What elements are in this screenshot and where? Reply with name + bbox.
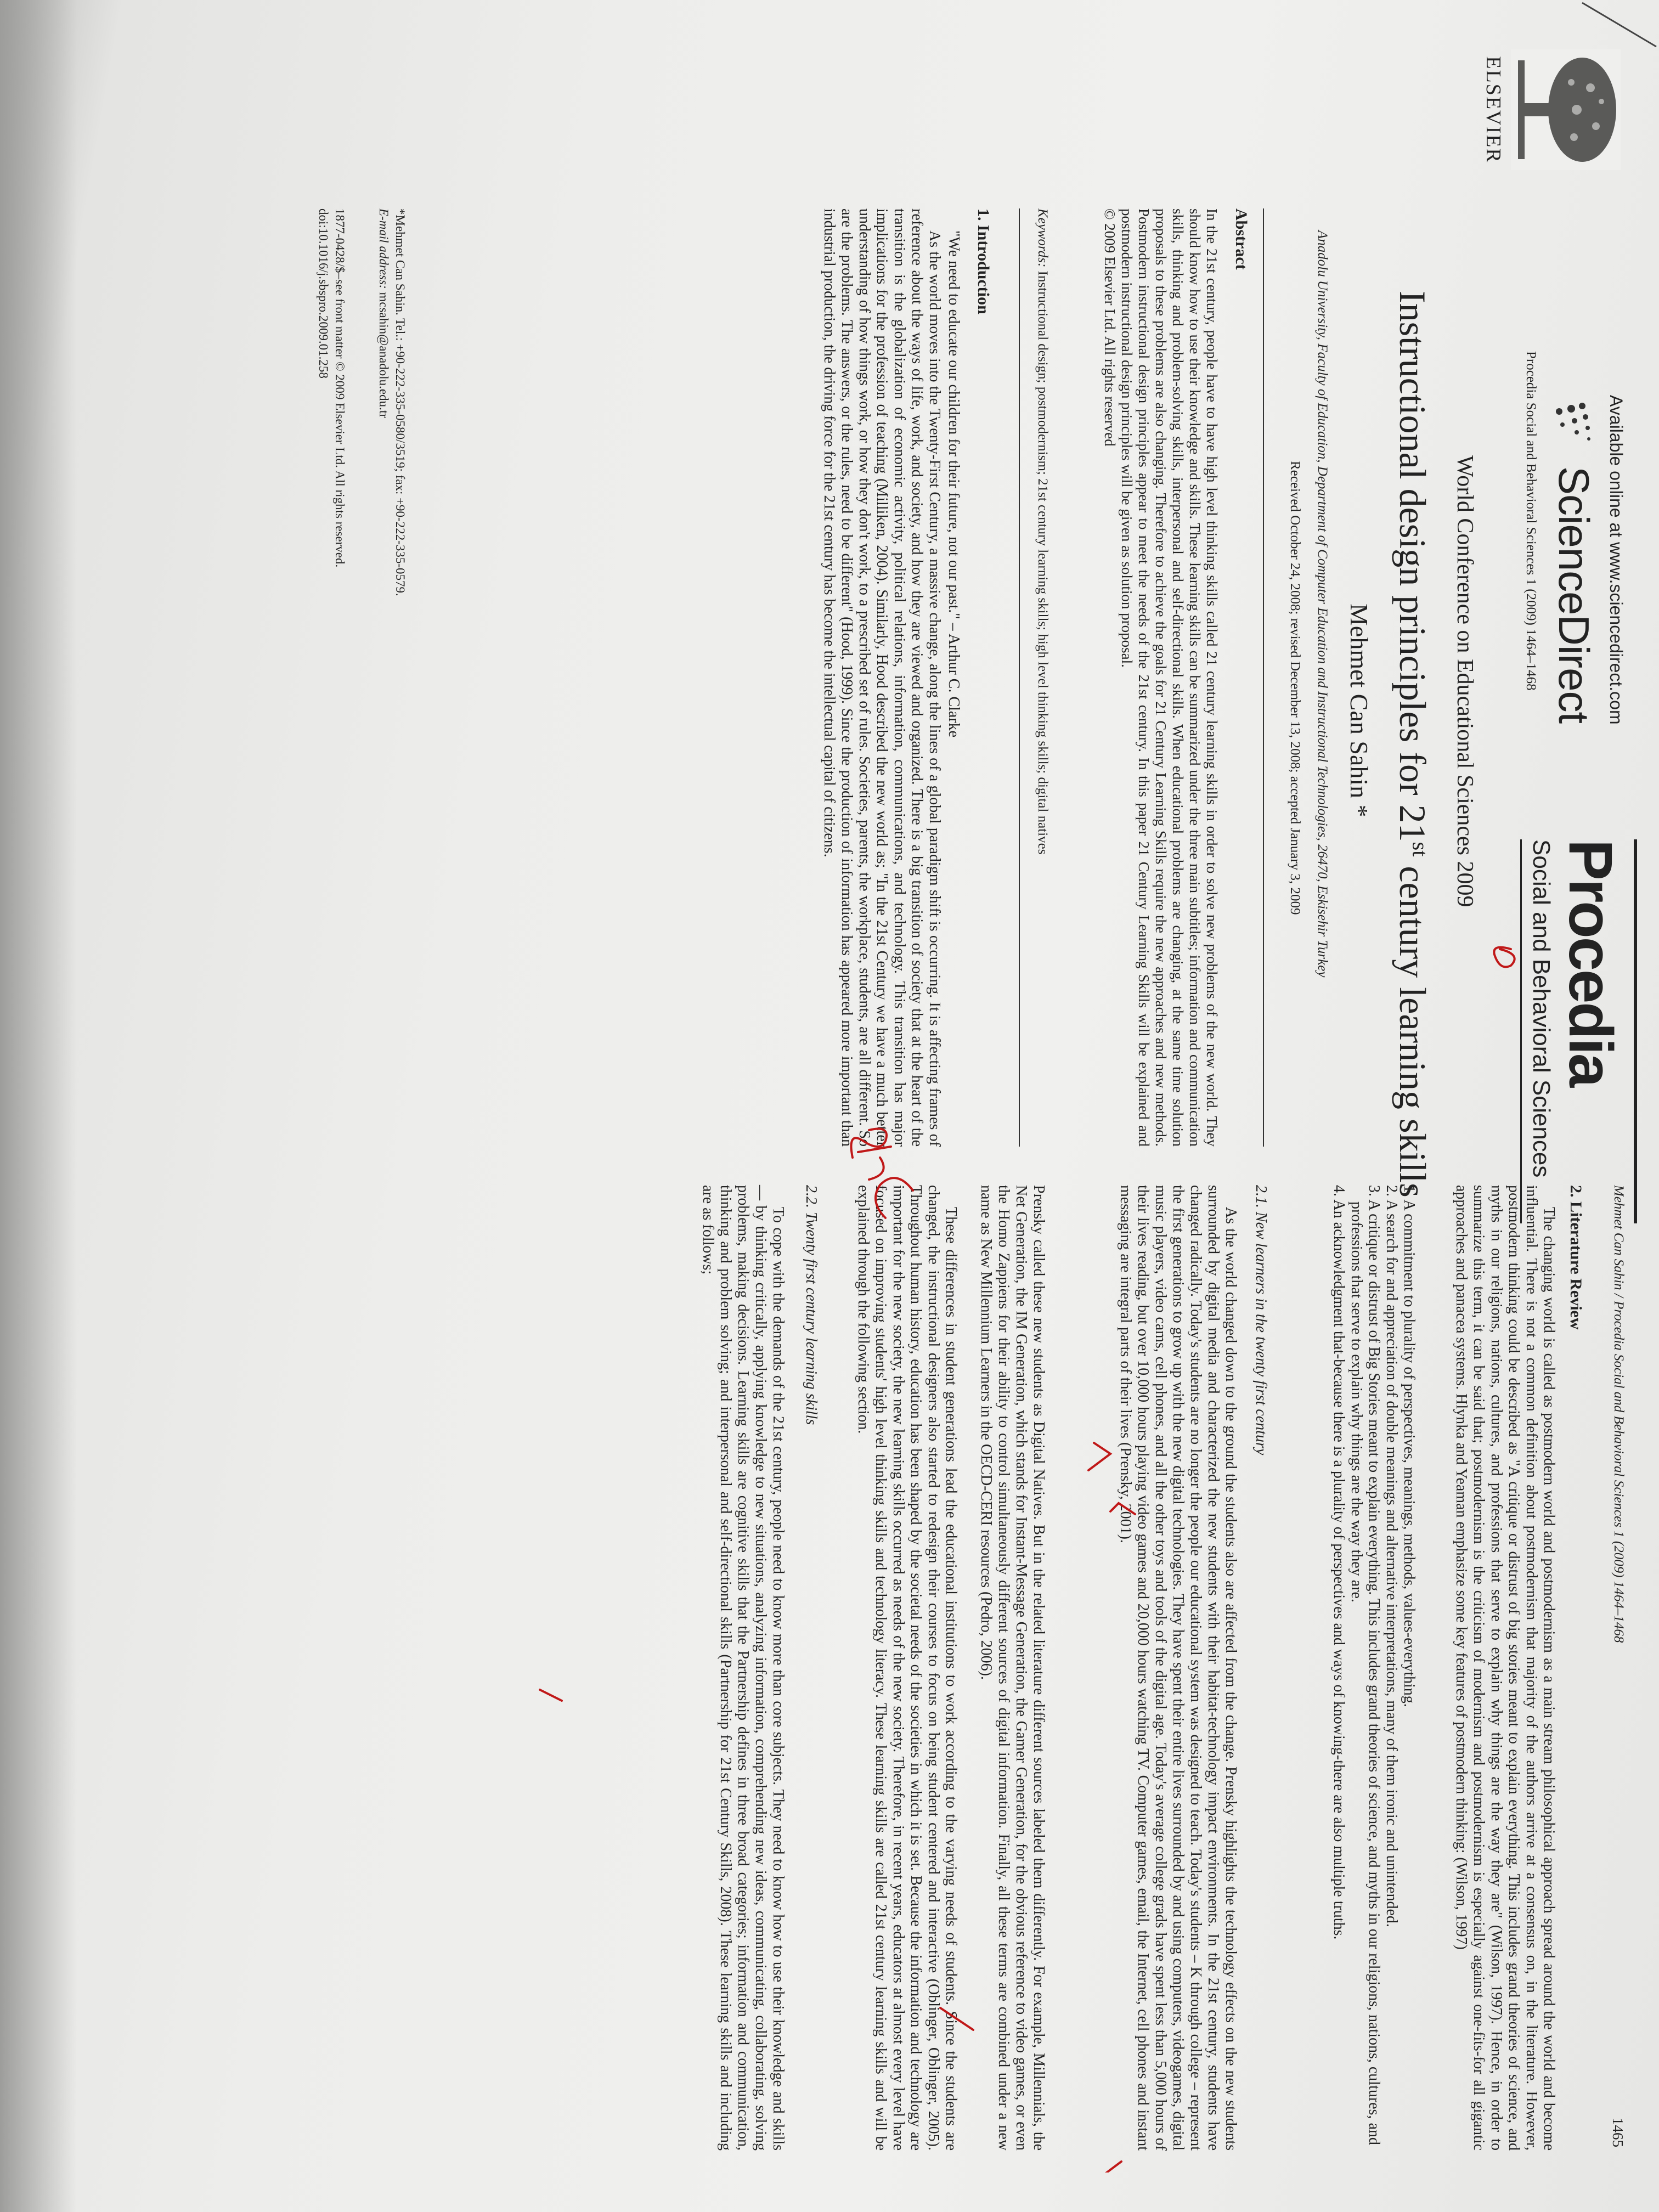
literature-review-text: The changing world is called as postmodern world and postmodernism as a main stream philosophical approach spread around the world and become influential. There is not a common definition about postmodernism that majority of the authors arrive at a consensus on, in the literature. However, postmodern thinking could be described as "A critique or distrust of big stories meant to explain everything. This includes grand theories of science, and myths in our religions, nations, cultures, and professions that serve to explain why things are the way they are" (Wilson, 1997). Hence, in order to summarize this term, it can be said that; postmodernism is the criticism of modernism and postmodernism is especially against one-fits-for all gigantic approaches and panacea systems. Hlynka and Yeaman emphasize some key features of postmodern thinking: (Wilson, 1997) <box>1453 1185 1558 2151</box>
postmodern-features-list <box>1330 1185 1418 2151</box>
keywords: Keywords: Instructional design; postmodernism; 21st century learning skills; high level thinking skills; digital natives <box>1035 208 1050 855</box>
section-2-1-text-3: These differences in student generations lead the educational institutions to work according to the varying needs of students. Since the students are changed, the instructional designers also started to redesign their courses to focus on being student centered and interactive (Oblinger, Oblinger, 2005). Throughout human history, education has been shaped by the societal needs of the societies in which it is set. Because the information and technology are important for the new society, the new learning skills occurred as needs of the new society. Therefore, in recent years, educators at almost every level have focused on improving students' high level thinking skills and technology literacy. These learning skills are called 21st century learning skills and will be explained through the following section. <box>855 1185 960 2151</box>
footnote: *Mehmet Can Sahin. Tel.: +90-222-335-0580/3519; fax: +90-222-335-0579. E-mail address: mcsahin@anadolu.edu.tr <box>377 208 407 596</box>
affiliation: Anadolu University, Faculty of Education, Department of Computer Education and Instructional Technologies, 26470, Eskisehir Turkey <box>1315 230 1330 978</box>
sciencedirect-wordmark: ScienceDirect <box>1550 466 1598 724</box>
check-mark-title <box>1494 947 1514 967</box>
list-item: 1. A commitment to plurality of perspectives, meanings, methods, values-everything. <box>1401 1185 1418 1707</box>
list-item: 3. A critique or distrust of Big Stories meant to explain everything. This includes grand theories of science, and myths in our religions, nations, cultures, and professions that serve to explain why things are the way they are. <box>1348 1185 1383 2145</box>
abstract-text: In the 21st century, people have to have high level thinking skills called 21 century learning skills in order to solve new problems of the new world. They should know how to use their knowledge and skills. These learning skills can be summarized under the three main subtitles; information and communication skills, thinking and problem-solving skills, interpersonal and self-directional skills. When educational problems are changing, at the same time solution proposals to these problems are also changing. Therefore to achieve the goals for 21 Century Learning Skills require the new approaches and new methods. Postmodern instructional design principles appear to meet the needs of the 21st century. In this paper 21 Century Learning Skills will be explained and postmodern instructional design principles will be given as solution proposal. © 2009 Elsevier Ltd. All rights reserved <box>1102 208 1220 1147</box>
caret-mark <box>1099 2162 1121 2172</box>
list-item: 4. An acknowledgment that-because there is a plurality of perspectives and ways of knowing-there are also multiple truths. <box>1330 1185 1347 1940</box>
section-2-2-heading: 2.2. Twenty first century learning skills <box>803 1185 820 1425</box>
running-head: Mehmet Can Sahin / Procedia Social and Behavioral Sciences 1 (2009) 1464–1468 <box>1611 1185 1626 1643</box>
abstract-heading: Abstract <box>1232 208 1250 270</box>
procedia-subtitle: Social and Behavioral Sciences <box>1528 839 1555 1178</box>
caret-mark <box>1088 1443 1110 1470</box>
caret-mark <box>540 1690 562 1701</box>
sciencedirect-dots-icon <box>1549 395 1593 455</box>
doi: doi:10.1016/j.sbspro.2009.01.258 <box>317 208 330 379</box>
list-item: 2. A search for and appreciation of double meanings and alternative interpretations, many of them ironic and unintended. <box>1383 1185 1400 1927</box>
conference-name: World Conference on Educational Sciences 2009 <box>1452 455 1477 907</box>
page-shadow <box>0 0 77 2212</box>
introduction-heading: 1. Introduction <box>974 208 992 314</box>
introduction-text: As the world moves into the Twenty-First Century, a massive change, along the lines of a global paradigm shift is occurring. It is affecting frames of reference about the ways of life, work, and society, and how they are viewed and organized. There is a big transition of society that at the heart of the transition is the globalization of economic activity, political relations, information, communications, and technology. This transition has major implications for the profession of teaching (Milliken, 2004). Similarly, Hood described the new world as; "In the 21st Century we have a much better understanding of how things work, or how they don't work, to a prescribed set of rules. Societies, parents, the workplace, students, are all different. So are the problems. The answers, or the rules, need to be different" (Hood, 1999). Since the production of information has appeared more important than industrial production, the driving force for the 21st century has become the intellectual capital of citizens. <box>821 208 943 1147</box>
front-matter: 1877-0428/$–see front matter © 2009 Elsevier Ltd. All rights reserved. doi:10.1016/j.sbspro.2009.01.258 <box>315 208 348 1147</box>
procedia-title: Procedia <box>1556 839 1625 1086</box>
author-name: Mehmet Can Sahin * <box>1345 603 1373 817</box>
available-online: Available online at www.sciencedirect.com <box>1606 395 1626 725</box>
rotated-document <box>134 33 1659 2172</box>
abstract-rule-bottom <box>1019 208 1020 1147</box>
abstract-rule-top <box>1263 208 1264 1147</box>
section-2-1-text-2: Prensky called these new students as Digital Natives. But in the related literature different sources labeled them differently. For example, Millennials, the Net Generation, the IM Generation, which stands for Instant-Message Generation, the Gamer Generation, for the obvious reference to video games, or even the Homo Zappiens for their ability to control simultaneously different sources of digital information. Finally, all these terms are combined under a new name as New Millennium Learners in the OECD-CERI resources (Pedro, 2006). <box>978 1185 1047 2151</box>
elsevier-tree-logo <box>1511 49 1621 170</box>
copyright: © 2009 Elsevier Ltd. All rights reserved <box>1102 208 1118 447</box>
literature-review-heading: 2. Literature Review <box>1567 1185 1585 1330</box>
section-2-1-text: As the world changed down to the ground the students also are affected from the change. Prensky highlights the technology effects on the new students surrounded by digital media and characterized the new students with their habitat-technology impact environments. In the 21st century, students have changed radically. Today's students are no longer the people our educational system was designed to teach. Today's students – K through college – represent the first generations to grow up with the new digital technologies. They have spent their entire lives surrounded by and using computers, videogames, digital music players, video cams, cell phones, and all the other toys and tools of the digital age. Today's average college grads have spent less than 5,000 hours of their lives reading, but over 10,000 hours playing video games and 20,000 hours watching TV. Computer games, email, the Internet, cell phones and instant messaging are integral parts of their lives (Prensky, 2001). <box>1117 1185 1239 2151</box>
page-canvas <box>134 33 1659 2172</box>
received-dates: Received October 24, 2008; revised December 13, 2008; accepted January 3, 2009 <box>1288 461 1302 915</box>
section-2-2-text: To cope with the demands of the 21st century, people need to know more than core subjects. They need to know how to use their knowledge and skills — by thinking critically, applying knowledge to new situations, analyzing information, comprehending new ideas, communicating, collaborating, solving problems, making decisions. Learning skills are cognitive skills that the Partnership defines in three broad categories; information and communication, thinking and problem solving; and interpersonal and self-directional skills (Partnership for 21st Century Skills, 2008). These learning skills and including are as follows; <box>699 1185 787 2151</box>
elsevier-name: ELSEVIER <box>1482 56 1505 163</box>
section-2-1-heading: 2.1. New learners in the twenty first century <box>1252 1185 1269 1455</box>
paper-title: Instructional design principles for 21st century learning skills <box>1392 291 1434 1198</box>
page-number: 1465 <box>1610 2118 1626 2147</box>
journal-citation: Procedia Social and Behavioral Sciences 1 (2009) 1464–1468 <box>1523 351 1538 691</box>
procedia-rule-bottom <box>1520 839 1522 1223</box>
introduction-quote: "We need to educate our children for their future, not our past." – Arthur C. Clarke <box>945 230 962 738</box>
procedia-rule-top <box>1634 839 1637 1223</box>
